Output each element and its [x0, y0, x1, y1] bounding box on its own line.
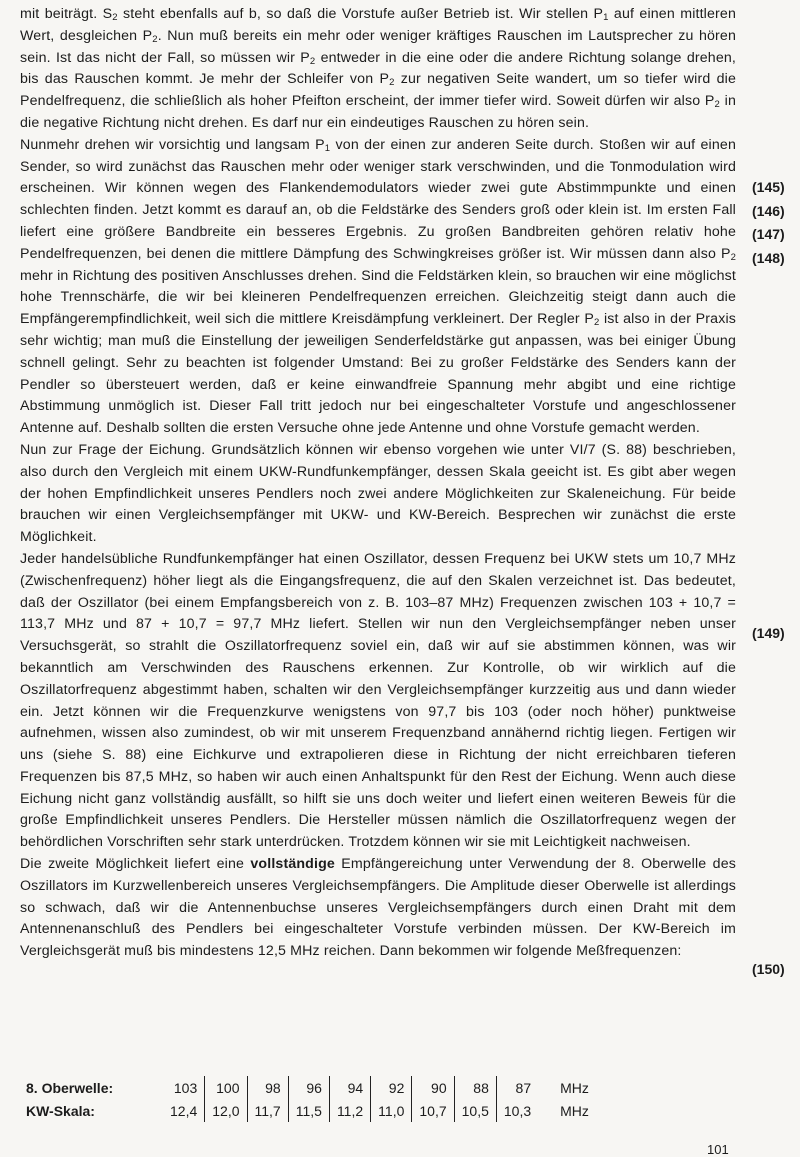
- margin-ref: (150): [752, 961, 785, 977]
- unit-label: MHz: [560, 1102, 589, 1119]
- table-row-kw-scale: [26, 1099, 596, 1122]
- body-text-column: [20, 4, 736, 963]
- paragraph-4: Jeder handelsübliche Rundfunkempfänger hat einen Oszillator, dessen Frequenz bei UKW stets um 10,7 MHz (Zwischenfrequenz) höher liegt als die Eingangsfrequenz, die auf den Skalen verzeichnet ist. Das bedeutet, daß der Oszillator (bei einem Empfangsbereich von z. B. 103–87 MHz) Frequenzen zwischen 103 + 10,7 = 113,7 MHz und 87 + 10,7 = 97,7 MHz liefert. Stellen wir nun den Vergleichsempfänger neben unser Versuchsgerät, so strahlt die Oszillatorfrequenz soviel ein, daß wir auf sie abstimmen können, was wir bekanntlich am Verschwinden des Rauschens erkennen. Zur Kontrolle, ob wir wirklich auf die Oszillatorfrequenz abgestimmt haben, schalten wir den Vergleichsempfänger kurzzeitig aus und dann wieder ein. Jetzt können wir die Frequenzkurve wenigstens von 97,7 bis 103 (oder noch höher) punktweise aufnehmen, wissen also zumindest, ob wir mit unserem Frequenzband annähernd richtig liegen. Fertigen wir uns (siehe S. 88) eine Eichkurve und extrapolieren diese in Richtung der nicht erreichbaren tieferen Frequenzen bis 87,5 MHz, so haben wir auch einen Anhaltspunkt für den Rest der Eichung. Wenn auch diese Eichung nicht ganz vollständig ausfällt, so hilft sie uns doch weiter und liefert einen weiteren Beweis für die große Empfindlichkeit unseres Pendlers. Die Hersteller müssen nämlich die Oszillatorfrequenz wegen der behördlichen Vorschriften sehr stark unterdrücken. Trotzdem können wir sie mit Leichtigkeit nachweisen.: [20, 550, 736, 851]
- paragraph-5: Die zweite Möglichkeit liefert eine vollständige Empfängereichung unter Verwendung der 8. Oberwelle des Oszillators im Kurzwellenbereich unseres Vergleichsempfängers. Die Amplitude dieser Oberwelle ist allerdings so schwach, daß wir die Antennenbuchse unseres Vergleichsempfängers durch einen Draht mit dem Antennenanschluß des Pendlers bei eingeschalteter Vorstufe verbinden müssen. Der KW-Bereich im Vergleichsgerät muß bis mindestens 12,5 MHz reichen. Dann bekommen wir folgende Meßfrequenzen:: [20, 856, 736, 960]
- table-cell: 94: [329, 1076, 370, 1099]
- table-cell: 92: [371, 1076, 412, 1099]
- table-cell: 12,0: [205, 1099, 247, 1122]
- measurement-frequency-table: [26, 1076, 596, 1122]
- paragraph-1: mit beiträgt. $S_2$ steht ebenfalls auf b, so daß die Vorstufe außer Betrieb ist. Wir stellen $P_1$ auf einen mittleren Wert, desgleichen $P_2$. Nun muß bereits ein mehr oder weniger kräftiges Rauschen im Lautsprecher zu hören sein. Ist das nicht der Fall, so müssen wir $P_2$ entweder in die eine oder die andere Richtung solange drehen, bis das Rauschen kommt. Je mehr der Schleifer von $P_2$ zur negativen Seite wandert, um so tiefer wird die Pendelfrequenz, die schließlich als hoher Pfeifton erscheint, der immer tiefer wird. Soweit dürfen wir also $P_2$ in die negative Richtung nicht drehen. Es darf nur ein eindeutiges Rauschen zu hören sein.: [20, 6, 737, 131]
- table-cell: 100: [205, 1076, 247, 1099]
- table-cell: 98: [247, 1076, 288, 1099]
- table-cell: 96: [288, 1076, 329, 1099]
- margin-ref: (146): [752, 202, 785, 219]
- table-cell: 87: [496, 1076, 538, 1099]
- table-cell: 10,5: [454, 1099, 496, 1122]
- table-cell: 11,2: [329, 1099, 370, 1122]
- table-cell: 88: [454, 1076, 496, 1099]
- paragraph-2: Nunmehr drehen wir vorsichtig und langsam $P_1$ von der einen zur anderen Seite durch. Stoßen wir auf einen Sender, so wird zunächst das Rauschen mehr oder weniger stark verschwinden, und die Tonmodulation wird erscheinen. Wir können wegen des Flankendemodulators wieder zwei gute Abstimmpunkte und einen schlechten finden. Jetzt kommt es darauf an, ob die Feldstärke des Senders groß oder klein ist. Im ersten Fall liefert eine größere Bandbreite ein besseres Ergebnis. Zu großen Bandbreiten gehören relativ hohe Pendelfrequenzen, bei denen die mittlere Dämpfung des Schwingkreises größer ist. Wir müssen dann also $P_2$ mehr in Richtung des positiven Anschlusses drehen. Sind die Feldstärken klein, so brauchen wir eine möglichst hohe Trennschärfe, die wir bei kleineren Pendelfrequenzen erreichen. Gleichzeitig steigt dann auch die Empfängerempfindlichkeit, weil sich die mittlere Kreisdämpfung verkleinert. Der Regler $P_2$ ist also in der Praxis sehr wichtig; man muß die Einstellung der jeweiligen Senderfeldstärke gut anpassen, was bei einiger Übung schnell gelingt. Sehr zu beachten ist folgender Umstand: Bei zu großer Feldstärke des Senders kann der Pendler so übersteuert werden, daß er keine einwandfreie Spannung mehr abgibt und eine richtige Abstimmung unmöglich ist. Dieser Fall tritt jedoch nur bei eingeschalteter Vorstufe und angeschlossener Antenne auf. Deshalb sollten die ersten Versuche ohne jede Antenne und ohne Vorstufe gemacht werden.: [20, 136, 736, 437]
- margin-ref: (149): [752, 625, 785, 641]
- table-cell: 10,3: [496, 1099, 538, 1122]
- table-cell: 10,7: [412, 1099, 454, 1122]
- row-label-8-oberwelle: 8. Oberwelle:: [26, 1079, 114, 1096]
- table-cell: 11,5: [288, 1099, 329, 1122]
- table-cell: 11,0: [371, 1099, 412, 1122]
- table-cell: 90: [412, 1076, 454, 1099]
- page-number: 101: [707, 1142, 729, 1157]
- table-cell: 103: [173, 1079, 198, 1096]
- row-label-kw-skala: KW-Skala:: [26, 1102, 95, 1119]
- table-row-harmonic: [26, 1076, 596, 1099]
- table-cell: 12,4: [170, 1102, 198, 1119]
- margin-ref-group-145-148: [752, 176, 798, 270]
- emphasis-vollstaendige: vollständige: [250, 856, 335, 873]
- margin-ref: (147): [752, 226, 785, 242]
- unit-label: MHz: [560, 1079, 589, 1096]
- table-cell: 11,7: [247, 1099, 288, 1122]
- paragraph-3: Nun zur Frage der Eichung. Grundsätzlich können wir ebenso vorgehen wie unter VI/7 (S. 88) beschrieben, also durch den Vergleich mit einem UKW-Rundfunkempfänger, dessen Skala geeicht ist. Es gibt aber wegen der hohen Empfindlichkeit unseres Pendlers noch zwei andere Möglichkeiten zur Skaleneichung. Für beide brauchen wir einen Vergleichsempfänger mit UKW- und KW-Bereich. Besprechen wir zunächst die erste Möglichkeit.: [20, 441, 736, 546]
- margin-ref: (148): [752, 249, 785, 266]
- margin-ref: (145): [752, 179, 785, 195]
